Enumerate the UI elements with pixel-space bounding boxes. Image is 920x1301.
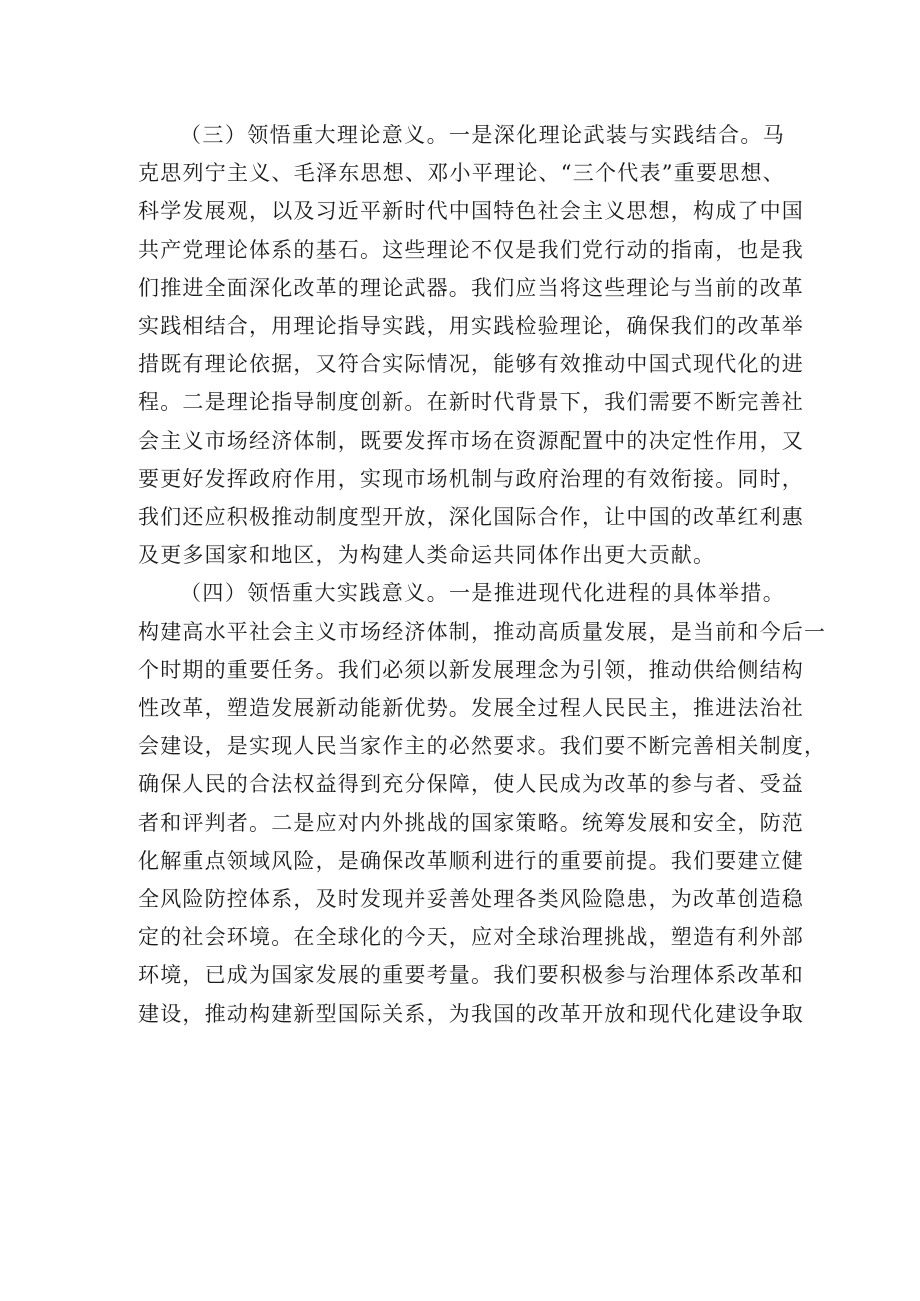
text-line: 全风险防控体系，及时发现并妥善处理各类风险隐患，为改革创造稳	[138, 887, 804, 912]
text-line: 建设，推动构建新型国际关系，为我国的改革开放和现代化建设争取	[138, 1001, 804, 1026]
text-line: 措既有理论依据，又符合实际情况，能够有效推动中国式现代化的进	[138, 352, 804, 377]
text-line: 构建高水平社会主义市场经济体制，推动高质量发展，是当前和今后一	[138, 619, 827, 644]
text-line: 克思列宁主义、毛泽东思想、邓小平理论、“三个代表”重要思想、	[138, 161, 785, 186]
text-line: （三）领悟重大理论意义。一是深化理论武装与实践结合。马	[180, 123, 785, 147]
text-line: 环境，已成为国家发展的重要考量。我们要积极参与治理体系改革和	[138, 963, 804, 988]
text-line: 个时期的重要任务。我们必须以新发展理念为引领，推动供给侧结构	[138, 657, 804, 682]
text-line: 实践相结合，用理论指导实践，用实践检验理论，确保我们的改革举	[138, 314, 804, 339]
text-line: （四）领悟重大实践意义。一是推进现代化进程的具体举措。	[180, 581, 785, 606]
text-line: 及更多国家和地区，为构建人类命运共同体作出更大贡献。	[138, 543, 716, 568]
text-line: 者和评判者。二是应对内外挑战的国家策略。统筹发展和安全，防范	[138, 810, 804, 835]
text-line: 定的社会环境。在全球化的今天，应对全球治理挑战，塑造有利外部	[138, 925, 804, 950]
text-line: 们推进全面深化改革的理论武器。我们应当将这些理论与当前的改革	[138, 275, 804, 300]
text-line: 性改革，塑造发展新动能新优势。发展全过程人民民主，推进法治社	[138, 696, 804, 721]
text-line: 确保人民的合法权益得到充分保障，使人民成为改革的参与者、受益	[138, 772, 804, 797]
text-line: 科学发展观，以及习近平新时代中国特色社会主义思想，构成了中国	[138, 199, 804, 224]
paragraph-practice-significance	[138, 574, 827, 1032]
text-line: 要更好发挥政府作用，实现市场机制与政府治理的有效衔接。同时，	[138, 466, 804, 491]
text-line: 会主义市场经济体制，既要发挥市场在资源配置中的决定性作用，又	[138, 428, 804, 453]
text-line: 共产党理论体系的基石。这些理论不仅是我们党行动的指南，也是我	[138, 237, 804, 262]
paragraph-theory-significance	[138, 116, 804, 574]
text-line: 化解重点领域风险，是确保改革顺利进行的重要前提。我们要建立健	[138, 848, 804, 873]
text-line: 会建设，是实现人民当家作主的必然要求。我们要不断完善相关制度，	[138, 734, 827, 759]
text-line: 我们还应积极推动制度型开放，深化国际合作，让中国的改革红利惠	[138, 505, 804, 530]
body-text	[138, 116, 827, 1033]
text-line: 程。二是理论指导制度创新。在新时代背景下，我们需要不断完善社	[138, 390, 804, 415]
